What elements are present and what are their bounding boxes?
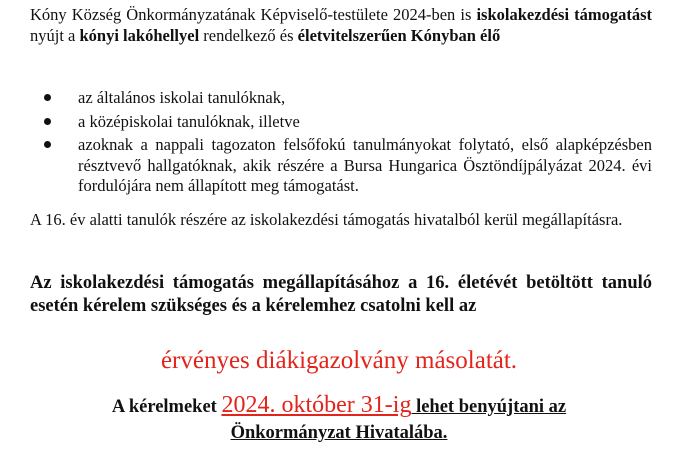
intro-text-1: Kóny Község Önkormányzatának Képviselő-testülete 2024-ben is xyxy=(30,5,477,24)
list-item-text: a középiskolai tanulóknak, illetve xyxy=(78,111,300,131)
intro-text-3: rendelkező és xyxy=(199,26,298,45)
intro-paragraph xyxy=(30,4,652,46)
list-item xyxy=(30,112,652,133)
bullet-icon xyxy=(44,141,51,148)
bullet-icon xyxy=(44,94,51,101)
intro-bold-1: iskolakezdési támogatást xyxy=(476,5,652,24)
list-item xyxy=(30,88,652,109)
student-id-copy-line: érvényes diákigazolvány másolatát. xyxy=(160,347,518,374)
deadline-date: 2024. október 31-ig xyxy=(221,392,412,418)
eligibility-list xyxy=(30,88,652,200)
deadline-post: lehet benyújtani az xyxy=(411,397,567,417)
deadline-line2: Önkormányzat Hivatalába. xyxy=(230,423,448,443)
intro-bold-2: kónyi lakóhellyel xyxy=(79,26,200,45)
intro-bold-3: életvitelszerűen Kónyban élő xyxy=(297,26,501,45)
under-16-paragraph: A 16. év alatti tanulók részére az iskolakezdési támogatás hivatalból kerül megállapításra. xyxy=(30,210,623,229)
bullet-icon xyxy=(44,118,51,125)
deadline-notice xyxy=(0,392,678,446)
application-notice: Az iskolakezdési támogatás megállapításához a 16. életévét betöltött tanuló esetén kérelem szükséges és a kérelemhez csatolni kell az xyxy=(30,273,652,316)
intro-text-2: nyújt a xyxy=(30,26,80,45)
deadline-pre: A kérelmeket xyxy=(111,397,222,417)
list-item xyxy=(30,135,652,197)
list-item-text: az általános iskolai tanulóknak, xyxy=(78,88,286,107)
list-item-text: azoknak a nappali tagozaton felsőfokú tanulmányokat folytató, első alapképzésben résztvevő hallgatóknak, akik részére a Bursa Hungarica Ösztöndíjpályázat 2024. évi fordulójára nem állapított meg támogatást. xyxy=(78,135,652,195)
